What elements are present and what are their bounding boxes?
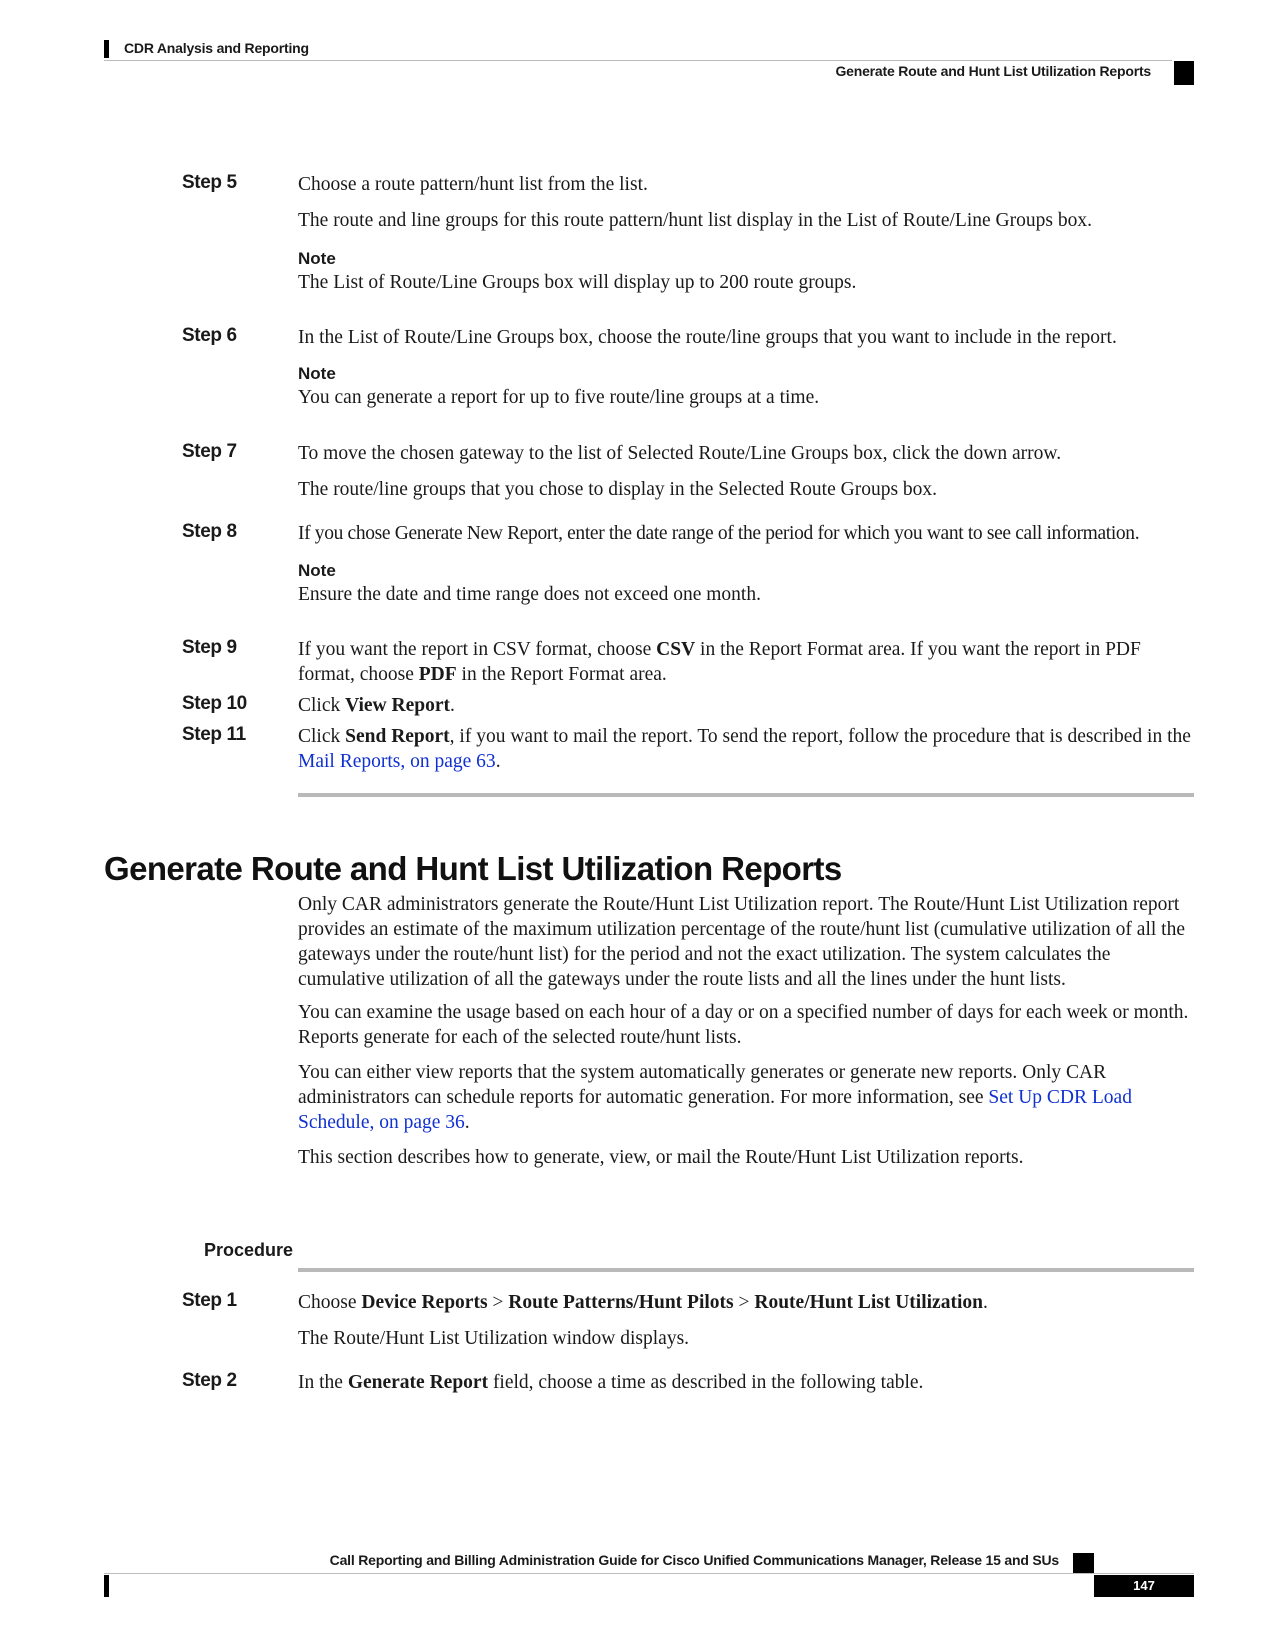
footer-rule: [104, 1573, 1194, 1574]
step-text: In the List of Route/Line Groups box, choose the route/line groups that you want to include in the report.: [298, 327, 1117, 348]
header-rule: [104, 60, 1172, 61]
step-label: Step 5: [182, 172, 237, 193]
step-text-part: in the Report Format area. If you want the report in PDF format, choose: [298, 639, 1141, 685]
step-text-part: Choose: [298, 1292, 362, 1313]
step-label: Step 11: [182, 724, 246, 745]
ui-term-generate-report: Generate Report: [347, 1372, 489, 1393]
ui-term-csv: CSV: [656, 639, 696, 660]
menu-route-patterns: Route Patterns/Hunt Pilots: [508, 1292, 734, 1313]
cdr-load-schedule-link[interactable]: Set Up CDR Load Schedule, on page 36: [298, 1087, 1132, 1133]
step-label: Step 10: [182, 693, 247, 714]
step-label: Step 8: [182, 521, 237, 542]
step-text-part: .: [450, 695, 455, 716]
note-text: You can generate a report for up to five route/line groups at a time.: [298, 387, 820, 408]
footer-left-bar: [104, 1575, 109, 1597]
section-paragraph: This section describes how to generate, view, or mail the Route/Hunt List Utilization reports.: [298, 1147, 1024, 1168]
ui-term-send-report: Send Report: [345, 726, 450, 747]
step-label: Step 7: [182, 441, 237, 462]
paragraph-part: .: [464, 1112, 470, 1133]
step-text: [298, 1370, 1194, 1395]
section-paragraph: Only CAR administrators generate the Route/Hunt List Utilization report. The Route/Hunt List Utilization report provides an estimate of the maximum utilization percentage of the route/hunt list (cumulative utilization of all the gateways under the route/hunt list) for the period and not the exact utilization. The system calculates the cumulative utilization of all the gateways under the route lists and all the lines under the hunt lists.: [298, 894, 1185, 990]
section-divider: [298, 793, 1194, 797]
note-text: The List of Route/Line Groups box will display up to 200 route groups.: [298, 272, 857, 293]
paragraph-part: You can either view reports that the system automatically generates or generate new reports. Only CAR administrators can schedule reports for automatic generation. For more information, see: [298, 1062, 1107, 1108]
note-label: Note: [298, 364, 336, 383]
page-number: 147: [1094, 1575, 1194, 1597]
menu-route-hunt-utilization: Route/Hunt List Utilization: [754, 1292, 983, 1313]
ui-term-view-report: View Report: [345, 695, 450, 716]
step-text: To move the chosen gateway to the list of Selected Route/Line Groups box, click the down arrow.: [298, 443, 1062, 464]
procedure-heading: Procedure: [204, 1240, 294, 1260]
header-right-block: [1174, 61, 1194, 85]
step-text-part: , if you want to mail the report. To send the report, follow the procedure that is described in the: [449, 726, 1191, 747]
menu-device-reports: Device Reports: [361, 1292, 488, 1313]
note-label: Note: [298, 561, 336, 580]
step-label: Step 1: [182, 1290, 237, 1311]
ui-term-pdf: PDF: [418, 664, 457, 685]
step-text-part: If you want the report in CSV format, choose: [298, 639, 657, 660]
step-subtext: The Route/Hunt List Utilization window displays.: [298, 1328, 690, 1349]
step-label: Step 2: [182, 1370, 237, 1391]
mail-reports-link[interactable]: Mail Reports, on page 63: [298, 751, 496, 772]
step-text-part: field, choose a time as described in the following table.: [488, 1372, 924, 1393]
section-paragraph: [298, 1060, 1194, 1135]
menu-separator: >: [733, 1292, 755, 1313]
procedure-divider: [298, 1268, 1194, 1272]
step-subtext: The route/line groups that you chose to display in the Selected Route Groups box.: [298, 479, 938, 500]
step-text-part: .: [495, 751, 501, 772]
step-text: [298, 724, 1194, 774]
step-text: [298, 693, 1194, 718]
footer-guide-title: Call Reporting and Billing Administration Guide for Cisco Unified Communications Manager, Release 15 and SUs: [329, 1552, 1059, 1568]
step-text: [298, 637, 1194, 687]
header-left-bar: [104, 40, 109, 58]
note-text: Ensure the date and time range does not exceed one month.: [298, 584, 761, 605]
step-label: Step 6: [182, 325, 237, 346]
note-label: Note: [298, 249, 336, 268]
section-paragraph: You can examine the usage based on each hour of a day or on a specified number of days for each week or month. Reports generate for each of the selected route/hunt lists.: [298, 1002, 1189, 1048]
step-text-part: In the: [298, 1372, 348, 1393]
step-text: [298, 1290, 1194, 1315]
header-section: Generate Route and Hunt List Utilization Reports: [835, 63, 1151, 79]
step-text-part: in the Report Format area.: [456, 664, 667, 685]
footer-block: [1073, 1553, 1094, 1574]
step-text: Choose a route pattern/hunt list from the list.: [298, 174, 648, 195]
step-text-part: Click: [298, 695, 346, 716]
header-chapter: CDR Analysis and Reporting: [124, 40, 309, 56]
step-subtext: The route and line groups for this route pattern/hunt list display in the List of Route/Line Groups box.: [298, 210, 1092, 231]
step-text: If you chose Generate New Report, enter the date range of the period for which you want to see call information.: [298, 523, 1140, 544]
section-title: Generate Route and Hunt List Utilization Reports: [104, 850, 842, 887]
step-text-part: Click: [298, 726, 346, 747]
step-text-part: .: [982, 1292, 988, 1313]
menu-separator: >: [487, 1292, 509, 1313]
step-label: Step 9: [182, 637, 237, 658]
